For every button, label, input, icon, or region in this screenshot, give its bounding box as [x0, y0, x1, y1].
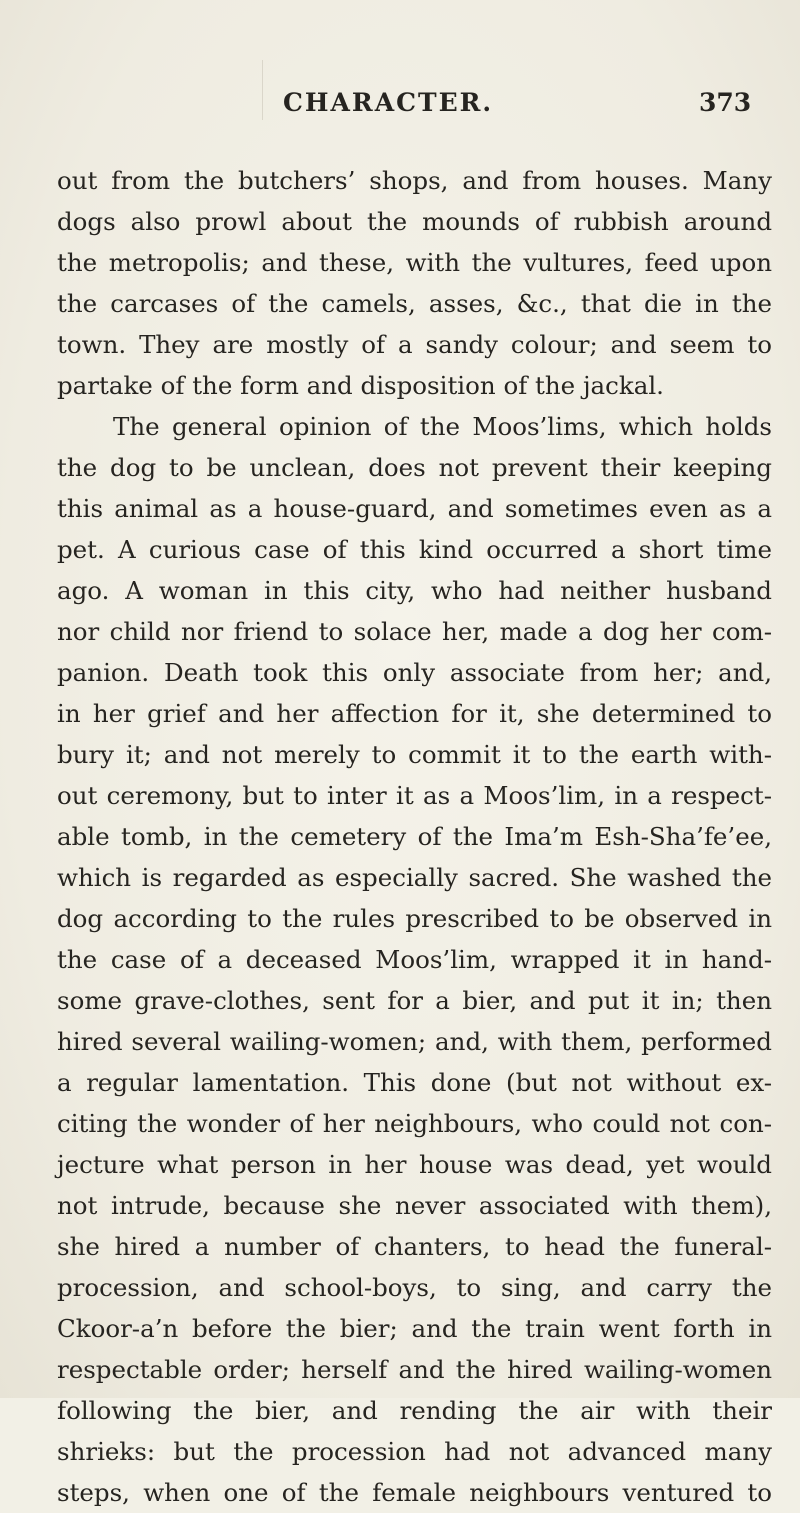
- text-line: she hired a number of chanters, to head the funeral-: [57, 1232, 772, 1261]
- text-line: nor child nor friend to solace her, made a dog her com-: [57, 617, 772, 646]
- text-line: out ceremony, but to inter it as a Moos’lim, in a respect-: [57, 781, 772, 810]
- text-line: jecture what person in her house was dead, yet would: [57, 1150, 772, 1179]
- running-head: [0, 88, 800, 120]
- text-line: dogs also prowl about the mounds of rubbish around: [57, 207, 772, 236]
- text-line: the dog to be unclean, does not prevent their keeping: [57, 453, 772, 482]
- text-line: some grave-clothes, sent for a bier, and put it in; then: [57, 986, 772, 1015]
- text-line: not intrude, because she never associated with them),: [57, 1191, 772, 1220]
- text-line: pet. A curious case of this kind occurred a short time: [57, 535, 772, 564]
- body-text: [57, 160, 772, 1513]
- text-line: shrieks: but the procession had not advanced many: [57, 1437, 772, 1466]
- text-line: panion. Death took this only associate from her; and,: [57, 658, 772, 687]
- text-line: citing the wonder of her neighbours, who could not con-: [57, 1109, 772, 1138]
- text-line-paragraph-start: The general opinion of the Moos’lims, which holds: [113, 412, 772, 441]
- text-line: procession, and school-boys, to sing, and carry the: [57, 1273, 772, 1302]
- text-line: which is regarded as especially sacred. She washed the: [57, 863, 772, 892]
- text-line: the carcases of the camels, asses, &c., that die in the: [57, 289, 772, 318]
- text-line: the metropolis; and these, with the vultures, feed upon: [57, 248, 772, 277]
- running-title: CHARACTER.: [283, 88, 494, 117]
- text-line: steps, when one of the female neighbours ventured to: [57, 1478, 772, 1507]
- text-line: partake of the form and disposition of the jackal.: [57, 371, 664, 400]
- text-line: hired several wailing-women; and, with them, performed: [57, 1027, 772, 1056]
- text-line: following the bier, and rending the air with their: [57, 1396, 772, 1425]
- text-line: ago. A woman in this city, who had neither husband: [57, 576, 772, 605]
- text-line: respectable order; herself and the hired wailing-women: [57, 1355, 772, 1384]
- text-line: bury it; and not merely to commit it to the earth with-: [57, 740, 772, 769]
- text-line: town. They are mostly of a sandy colour; and seem to: [57, 330, 772, 359]
- text-line: Ckoor-a’n before the bier; and the train went forth in: [57, 1314, 772, 1343]
- text-line: the case of a deceased Moos’lim, wrapped it in hand-: [57, 945, 772, 974]
- text-line: in her grief and her affection for it, she determined to: [57, 699, 772, 728]
- text-line: this animal as a house-guard, and sometimes even as a: [57, 494, 772, 523]
- text-line: able tomb, in the cemetery of the Ima’m Esh-Sha’fe’ee,: [57, 822, 772, 851]
- page-number: 373: [699, 88, 752, 117]
- text-line: a regular lamentation. This done (but not without ex-: [57, 1068, 772, 1097]
- text-line: dog according to the rules prescribed to be observed in: [57, 904, 772, 933]
- text-line: out from the butchers’ shops, and from houses. Many: [57, 166, 772, 195]
